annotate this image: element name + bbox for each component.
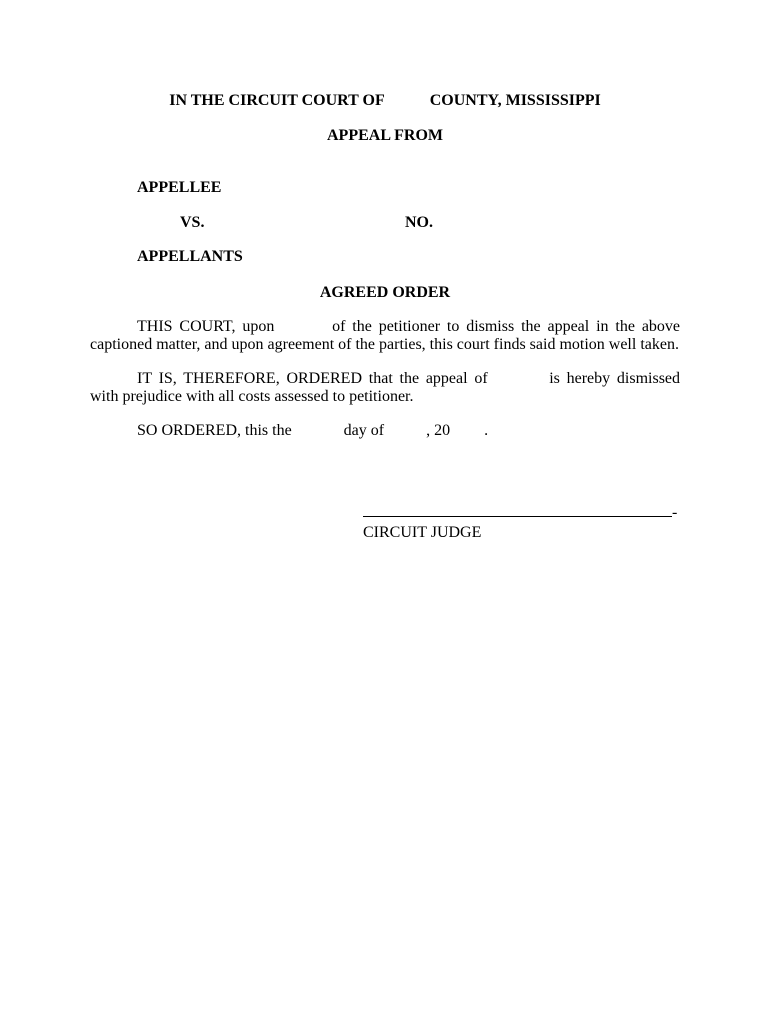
paragraph-so-ordered [90, 422, 680, 440]
vs-case-no-line [90, 214, 680, 232]
court-header [90, 92, 680, 110]
court-header-suffix: COUNTY, MISSISSIPPI [429, 92, 601, 109]
paragraph-it-is-ordered [90, 370, 680, 406]
signature-line-dash: - [672, 504, 678, 521]
signature-line-row [363, 502, 680, 522]
order-title: AGREED ORDER [319, 284, 451, 301]
p1-text-before: THIS COURT, upon [137, 318, 275, 335]
p3-text-4: . [484, 422, 489, 439]
p3-text-3: , 20 [426, 422, 451, 439]
appeal-from-heading: APPEAL FROM [327, 127, 443, 144]
case-no-label: NO. [405, 214, 433, 231]
p3-text-1: SO ORDERED, this the [137, 422, 292, 439]
circuit-judge-label: CIRCUIT JUDGE [363, 524, 482, 541]
vs-label: VS. [180, 214, 205, 231]
signature-block [363, 502, 680, 542]
p1-text-after: of the petitioner to dismiss the appeal in the above captioned matter, and upon agreement of the parties, this court finds said motion well taken. [90, 318, 681, 353]
court-header-prefix: IN THE CIRCUIT COURT OF [169, 92, 385, 109]
day-blank [296, 434, 340, 435]
p2-text-before: IT IS, THEREFORE, ORDERED that the appeal of [137, 370, 488, 387]
appellants-label: APPELLANTS [137, 248, 243, 265]
month-blank [388, 434, 426, 435]
p3-text-2: day of [343, 422, 385, 439]
appellee-label: APPELLEE [137, 179, 222, 196]
year-blank [450, 434, 484, 435]
signature-line [363, 502, 672, 517]
paragraph-this-court [90, 318, 680, 354]
motion-blank [281, 330, 325, 331]
appellant-name-blank [494, 382, 542, 383]
p2-text-after: is hereby dismissed with prejudice with all costs assessed to petitioner. [90, 370, 681, 405]
county-name-blank [385, 104, 430, 105]
